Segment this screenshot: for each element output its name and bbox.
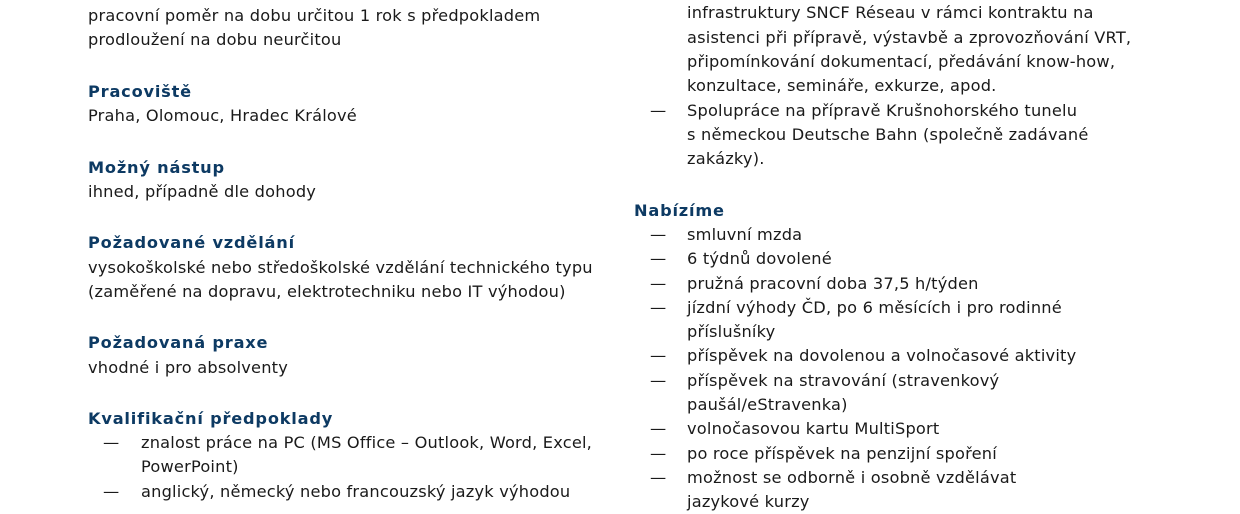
start-heading: Možný nástup [88,158,225,177]
dash-bullet: — [650,419,667,438]
list-item-line: příspěvek na stravování (stravenkový [687,371,1000,390]
list-item-line: znalost práce na PC (MS Office – Outlook, Word, Excel, [141,433,593,452]
education-line-1: vysokoškolské nebo středoškolské vzdělání technického typu [88,258,593,277]
dash-bullet: — [650,249,667,268]
education-heading: Požadované vzdělání [88,233,295,252]
education-line-2: (zaměřené na dopravu, elektrotechniku nebo IT výhodou) [88,282,566,301]
dash-bullet: — [650,468,667,487]
dash-bullet: — [650,371,667,390]
list-item-line: smluvní mzda [687,225,803,244]
workplace-heading: Pracoviště [88,82,192,101]
dash-bullet: — [650,225,667,244]
qualifications-heading: Kvalifikační předpoklady [88,409,334,428]
practice-value: vhodné i pro absolventy [88,358,289,377]
dash-bullet: — [650,444,667,463]
dash-bullet: — [650,101,667,120]
dash-bullet: — [650,346,667,365]
list-item-line: jazykové kurzy [687,492,810,511]
dash-bullet: — [103,433,120,452]
list-item-line: příspěvek na dovolenou a volnočasové aktivity [687,346,1077,365]
list-item-line: Spolupráce na přípravě Krušnohorského tunelu [687,101,1078,120]
list-item-line: s německou Deutsche Bahn (společně zadávané [687,125,1089,144]
list-item-line: anglický, německý nebo francouzský jazyk výhodou [141,482,571,501]
list-item-line: infrastruktury SNCF Réseau v rámci kontraktu na [687,3,1094,22]
contract-text-line-2: prodloužení na dobu neurčitou [88,30,342,49]
list-item-line: zakázky). [687,149,765,168]
list-item-line: příslušníky [687,322,776,341]
list-item-line: možnost se odborně i osobně vzdělávat [687,468,1017,487]
dash-bullet: — [650,274,667,293]
list-item-line: volnočasovou kartu MultiSport [687,419,940,438]
dash-bullet: — [650,298,667,317]
list-item-line: konzultace, semináře, exkurze, apod. [687,76,997,95]
list-item-line: asistenci při přípravě, výstavbě a zprovozňování VRT, [687,28,1132,47]
offer-heading: Nabízíme [634,201,725,220]
list-item-line: po roce příspěvek na penzijní spoření [687,444,997,463]
list-item-line: pružná pracovní doba 37,5 h/týden [687,274,979,293]
list-item-line: paušál/eStravenka) [687,395,848,414]
list-item-line: 6 týdnů dovolené [687,249,832,268]
list-item-line: PowerPoint) [141,457,239,476]
list-item-line: připomínkování dokumentací, předávání know-how, [687,52,1116,71]
practice-heading: Požadovaná praxe [88,333,269,352]
list-item-line: jízdní výhody ČD, po 6 měsících i pro rodinné [687,298,1062,317]
dash-bullet: — [103,482,120,501]
workplace-value: Praha, Olomouc, Hradec Králové [88,106,357,125]
contract-text-line-1: pracovní poměr na dobu určitou 1 rok s předpokladem [88,6,541,25]
start-value: ihned, případně dle dohody [88,182,317,201]
